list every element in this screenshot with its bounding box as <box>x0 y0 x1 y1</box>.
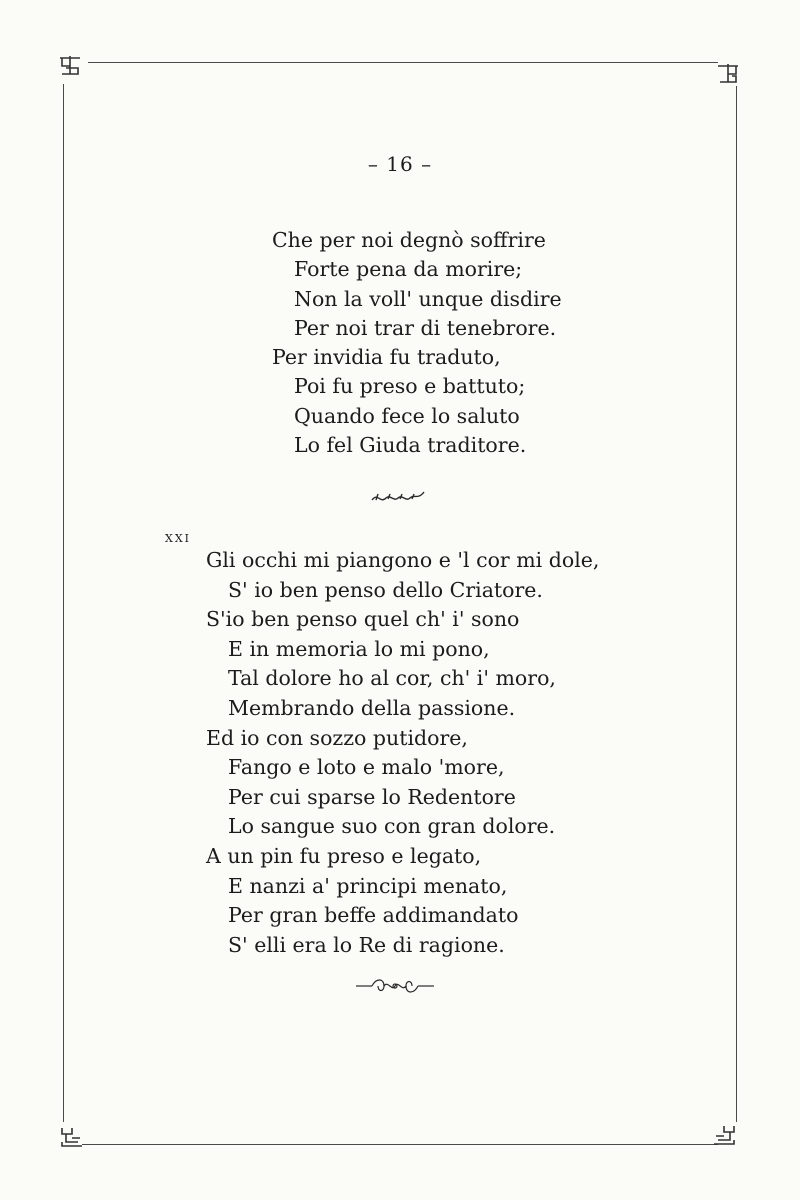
verse-line: Fango e loto e malo 'more, <box>228 755 505 780</box>
poem-number: XXI <box>165 532 192 545</box>
poem-xxi <box>206 546 599 960</box>
verse-line: E in memoria lo mi pono, <box>228 636 490 661</box>
fret-corner-icon <box>712 1122 738 1148</box>
fret-corner-icon <box>714 60 740 86</box>
verse-line: Membrando della passione. <box>228 695 516 720</box>
verse-line: S' io ben penso dello Criatore. <box>228 577 543 602</box>
fret-corner-icon <box>58 52 84 78</box>
frame-border-right <box>736 86 737 1122</box>
verse-line: S'io ben penso quel ch' i' sono <box>206 607 520 632</box>
verse-line: A un pin fu preso e legato, <box>206 843 482 868</box>
verse-line: Per noi trar di tenebrore. <box>294 315 557 340</box>
verse-line: Lo sangue suo con gran dolore. <box>228 814 556 839</box>
verse-line: Che per noi degnò soffrire <box>272 228 546 252</box>
verse-line: Poi fu preso e battuto; <box>294 374 526 399</box>
frame-border-left <box>63 84 64 1122</box>
verse-line: Gli occhi mi piangono e 'l cor mi dole, <box>206 548 600 572</box>
verse-line: Ed io con sozzo putidore, <box>206 725 468 750</box>
fret-corner-icon <box>58 1124 84 1150</box>
verse-line: Per gran beffe addimandato <box>228 903 519 928</box>
verse-line: Per invidia fu traduto, <box>272 345 501 370</box>
scroll-divider-icon <box>354 976 436 996</box>
verse-line: E nanzi a' principi menato, <box>228 873 508 898</box>
frame-border-bottom <box>82 1144 718 1145</box>
page-number: – 16 – <box>367 152 433 176</box>
verse-line: Forte pena da morire; <box>294 257 523 282</box>
frame-border-top <box>88 62 718 63</box>
verse-line: Quando fece lo saluto <box>294 403 520 428</box>
verse-line: Tal dolore ho al cor, ch' i' moro, <box>228 666 556 691</box>
verse-line: Per cui sparse lo Redentore <box>228 784 516 809</box>
verse-line: Non la voll' unque disdire <box>294 286 562 311</box>
vine-divider-icon <box>368 488 428 506</box>
verse-line: Lo fel Giuda traditore. <box>294 433 527 458</box>
stanza-continuation <box>272 226 562 460</box>
verse-line: S' elli era lo Re di ragione. <box>228 932 505 957</box>
